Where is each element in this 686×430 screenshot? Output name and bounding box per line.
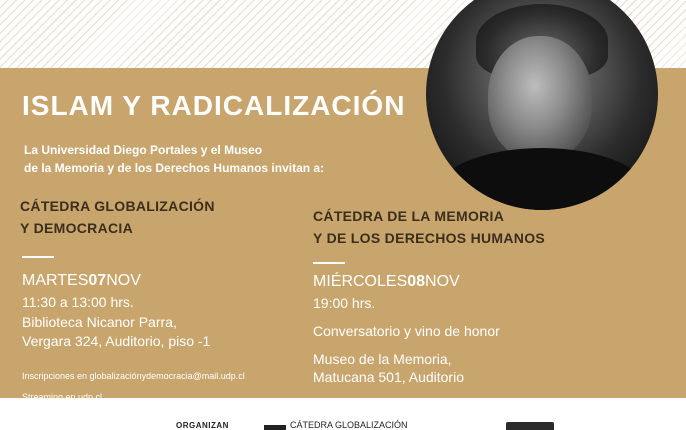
intro-line: de la Memoria y de los Derechos Humanos invitan a: bbox=[24, 161, 325, 175]
month: NOV bbox=[425, 273, 460, 290]
event1-registration: Inscripciones en globalizaciónydemocracia@mail.udp.cl bbox=[22, 371, 245, 381]
organizers-label: ORGANIZAN bbox=[176, 421, 229, 430]
poster-title: ISLAM Y RADICALIZACIÓN bbox=[22, 90, 406, 121]
portrait-face-shape bbox=[488, 36, 592, 160]
event2-place-line: Matucana 501, Auditorio bbox=[313, 369, 464, 385]
book-logo-icon bbox=[506, 422, 554, 430]
organizer-name: CÁTEDRA GLOBALIZACIÓN bbox=[290, 420, 408, 430]
day-number: 08 bbox=[407, 273, 426, 290]
event2-date bbox=[313, 273, 460, 291]
cathedra-line: CÁTEDRA DE LA MEMORIA bbox=[313, 208, 505, 224]
event1-time: 11:30 a 13:00 hrs. bbox=[22, 294, 134, 310]
event1-streaming: Streaming en udp.cl bbox=[22, 392, 103, 402]
event2-activity: Conversatorio y vino de honor bbox=[313, 323, 500, 339]
cathedra-memoria-heading bbox=[313, 205, 545, 249]
weekday: MARTES bbox=[22, 272, 89, 289]
portrait-shoulders-shape bbox=[436, 148, 648, 210]
event1-place-line: Biblioteca Nicanor Parra, bbox=[22, 314, 177, 330]
speaker-portrait-photo bbox=[426, 0, 658, 210]
cathedra-line: CÁTEDRA GLOBALIZACIÓN bbox=[20, 198, 215, 214]
cathedra-line: Y DE LOS DERECHOS HUMANOS bbox=[313, 230, 546, 246]
event2-time: 19:00 hrs. bbox=[313, 295, 376, 311]
event1-date bbox=[22, 272, 141, 290]
weekday: MIÉRCOLES bbox=[313, 273, 408, 290]
intro-line: La Universidad Diego Portales y el Museo bbox=[24, 143, 263, 157]
day-number: 07 bbox=[88, 272, 107, 289]
divider bbox=[313, 262, 345, 264]
event1-place-line: Vergara 324, Auditorio, piso -1 bbox=[22, 333, 211, 349]
month: NOV bbox=[106, 272, 141, 289]
invitation-intro bbox=[24, 141, 384, 177]
divider bbox=[22, 256, 54, 258]
cathedra-globalizacion-heading bbox=[20, 195, 215, 239]
cathedra-line: Y DEMOCRACIA bbox=[20, 220, 134, 236]
event2-place-line: Museo de la Memoria, bbox=[313, 351, 452, 367]
udp-cathedra-logo-icon bbox=[264, 425, 286, 430]
